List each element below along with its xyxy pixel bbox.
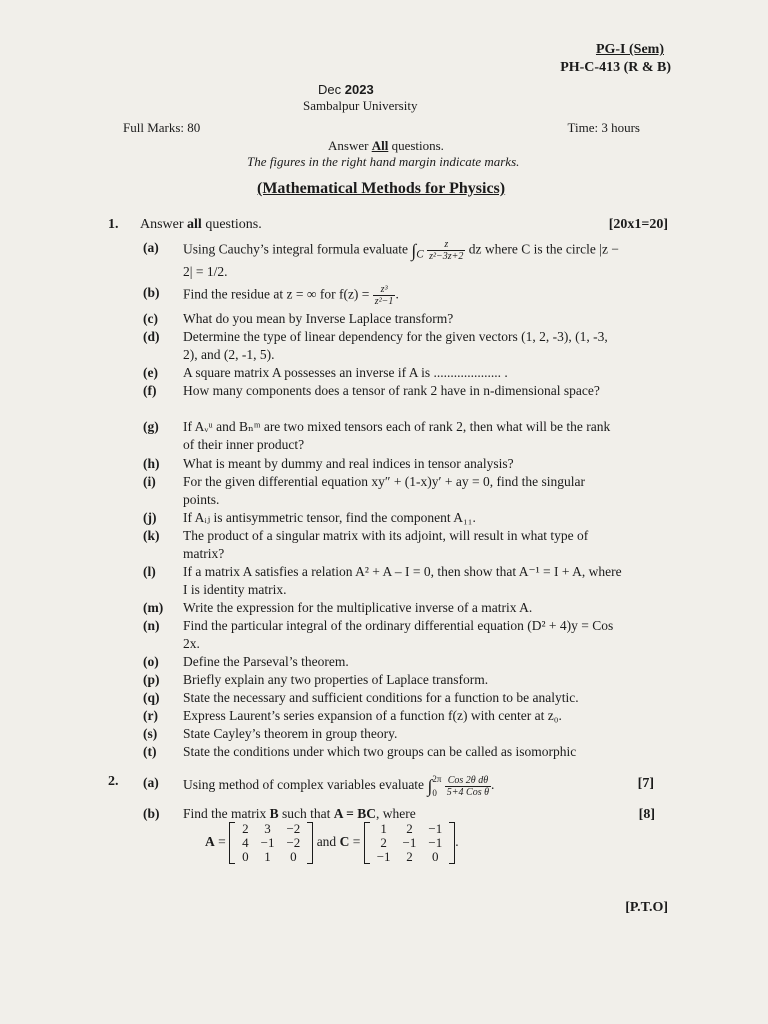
- end-period: .: [455, 834, 459, 850]
- item-label: (s): [143, 726, 158, 741]
- item-text: [183, 774, 623, 798]
- c-cell: −1: [376, 849, 391, 864]
- item-label: (t): [143, 744, 157, 759]
- university-name: Sambalpur University: [303, 98, 418, 113]
- q1-title: [140, 217, 262, 233]
- text-pre: Find the matrix: [183, 806, 270, 821]
- item-text: What is meant by dummy and real indices in tensor analysis?: [183, 456, 514, 471]
- item-label: (a): [143, 775, 159, 790]
- item-text-post: .: [395, 286, 399, 302]
- item-label: (j): [143, 510, 157, 525]
- item-text: Determine the type of linear dependency for the given vectors (1, 2, -3), (1, -3, 2), and (2, -1, 5).: [183, 329, 608, 362]
- matrices-equation: A = 2 3 −2 4 −1 −2 0 1 0 and C = 1 2 −1 2 −1 −1 −1 2 0 .: [205, 821, 459, 864]
- item-text: Briefly explain any two properties of Laplace transform.: [183, 672, 489, 687]
- item-text-post: .: [491, 777, 495, 793]
- item-text: Find the particular integral of the ordinary differential equation (D² + 4)y = Cos 2x.: [183, 618, 614, 651]
- frac-num: z³: [373, 284, 396, 296]
- instruction-line1: [328, 138, 444, 154]
- q1-number: 1.: [108, 217, 119, 232]
- contour-c: C: [416, 248, 424, 261]
- item-label: (f): [143, 383, 157, 398]
- frac-num: z: [427, 239, 465, 251]
- item-label: (b): [143, 285, 160, 300]
- q1-title-pre: Answer: [140, 217, 188, 232]
- item-label: (p): [143, 672, 160, 687]
- q1-marks: [20x1=20]: [608, 217, 668, 232]
- lower-limit: 0: [432, 788, 437, 798]
- item-text: What do you mean by Inverse Laplace transform?: [183, 311, 454, 326]
- contour-integral-symbol: ∫: [411, 240, 417, 261]
- item-text: State the necessary and sufficient conditions for a function to be analytic.: [183, 690, 579, 705]
- a-cell: −2: [286, 835, 301, 850]
- frac-den: 5+4 Cos θ: [446, 786, 490, 798]
- integral-symbol: ∫: [427, 776, 433, 796]
- c-cell: 2: [406, 849, 413, 864]
- equation: A = BC: [333, 806, 376, 821]
- instr-post: questions.: [388, 138, 444, 153]
- time-allowed: Time: 3 hours: [567, 120, 640, 135]
- upper-limit: 2π: [432, 774, 442, 784]
- c-cell: −1: [402, 835, 417, 850]
- a-cell: −2: [286, 821, 301, 836]
- item-text: How many components does a tensor of rank 2 have in n-dimensional space?: [183, 383, 600, 398]
- item-text-pre: Find the residue at z = ∞ for f(z) =: [183, 286, 373, 302]
- year-text: 2023: [344, 82, 374, 97]
- item-label: (r): [143, 708, 158, 723]
- frac-den: z²−3z+2: [429, 251, 464, 262]
- text-mid: such that: [278, 806, 334, 821]
- c-cell: −1: [428, 835, 443, 850]
- paper-code-line2: PH-C-413 (R & B): [560, 60, 671, 75]
- integral-limits: [432, 774, 441, 798]
- pto-note: [P.T.O]: [625, 900, 668, 915]
- item-text-pre: Using Cauchy’s integral formula evaluate: [183, 241, 412, 257]
- item-label: (g): [143, 419, 159, 434]
- a-cell: 4: [242, 835, 249, 850]
- item-label: (b): [143, 806, 160, 821]
- month-text: Dec: [318, 82, 342, 97]
- item-label: (q): [143, 690, 160, 705]
- subject-title: (Mathematical Methods for Physics): [257, 180, 506, 197]
- matrix-a-label: A: [205, 834, 215, 850]
- q2b-marks: [8]: [638, 807, 655, 822]
- frac-den: z²−1: [374, 296, 394, 307]
- matrix-b-symbol: B: [269, 806, 279, 821]
- matrix-c-label: C: [339, 834, 350, 850]
- item-text: State Cayley’s theorem in group theory.: [183, 726, 398, 741]
- item-text: [183, 805, 623, 823]
- item-text: Write the expression for the multiplicative inverse of a matrix A.: [183, 600, 533, 615]
- item-text-post: dz where C is the circle |z − 2| = 1/2.: [183, 241, 619, 280]
- c-cell: 1: [380, 821, 387, 836]
- c-cell: 2: [406, 821, 413, 836]
- item-text: Define the Parseval’s theorem.: [183, 654, 349, 669]
- exam-month: [318, 82, 374, 97]
- item-text: If a matrix A satisfies a relation A² + A – I = 0, then show that A⁻¹ = I + A, where I is identity matrix.: [183, 564, 622, 597]
- q1-title-bold: all: [187, 217, 202, 232]
- function-fraction: [373, 284, 399, 307]
- q2-number: 2.: [108, 774, 119, 789]
- item-label: (l): [143, 564, 156, 579]
- item-text: If Aᵥᵘ and Bₙᵐ are two mixed tensors each of rank 2, then what will be the rank of their inner product?: [183, 419, 611, 452]
- frac-num: Cos 2θ dθ: [445, 775, 491, 787]
- item-text: A square matrix A possesses an inverse if A is .................... .: [183, 365, 508, 380]
- item-text: For the given differential equation xy″ + (1-x)y′ + ay = 0, find the singular points.: [183, 474, 585, 507]
- q1-title-post: questions.: [201, 217, 262, 232]
- and-text: and: [316, 834, 337, 850]
- item-label: (c): [143, 311, 158, 326]
- c-cell: 0: [432, 849, 439, 864]
- instr-pre: Answer: [328, 138, 372, 153]
- paper-code-line1: PG-I (Sem): [595, 42, 664, 57]
- a-cell: 0: [290, 849, 297, 864]
- a-cell: 2: [242, 821, 249, 836]
- full-marks: Full Marks: 80: [123, 120, 201, 135]
- item-text-pre: Using method of complex variables evaluate: [183, 777, 428, 793]
- c-cell: −1: [428, 821, 443, 836]
- item-text: State the conditions under which two groups can be called as isomorphic: [183, 744, 577, 759]
- c-cell: 2: [380, 835, 387, 850]
- matrix-a: [229, 822, 313, 864]
- item-text: Express Laurent’s series expansion of a function f(z) with center at z₀.: [183, 708, 562, 723]
- item-label: (k): [143, 528, 160, 543]
- item-label: (i): [143, 474, 156, 489]
- a-cell: 3: [264, 821, 271, 836]
- item-label: (a): [143, 240, 159, 255]
- item-label: (h): [143, 456, 160, 471]
- q2a-marks: [7]: [637, 776, 654, 791]
- integrand-fraction: [427, 239, 465, 262]
- item-label: (e): [143, 365, 158, 380]
- a-cell: 0: [242, 849, 249, 864]
- a-cell: 1: [264, 849, 271, 864]
- matrix-c: [364, 821, 459, 864]
- item-label: (n): [143, 618, 160, 633]
- item-label: (m): [143, 600, 164, 615]
- instr-all: All: [371, 138, 389, 153]
- item-text: If Aᵢⱼ is antisymmetric tensor, find the component A₁₁.: [183, 510, 476, 525]
- instruction-line2: The figures in the right hand margin indicate marks.: [247, 154, 520, 169]
- text-post: , where: [375, 806, 416, 821]
- item-label: (o): [143, 654, 159, 669]
- item-label: (d): [143, 329, 160, 344]
- item-text: [183, 239, 623, 281]
- item-text: [183, 284, 623, 307]
- a-cell: −1: [260, 835, 275, 850]
- integrand-fraction: [445, 775, 491, 798]
- item-text: The product of a singular matrix with its adjoint, will result in what type of matrix?: [183, 528, 589, 561]
